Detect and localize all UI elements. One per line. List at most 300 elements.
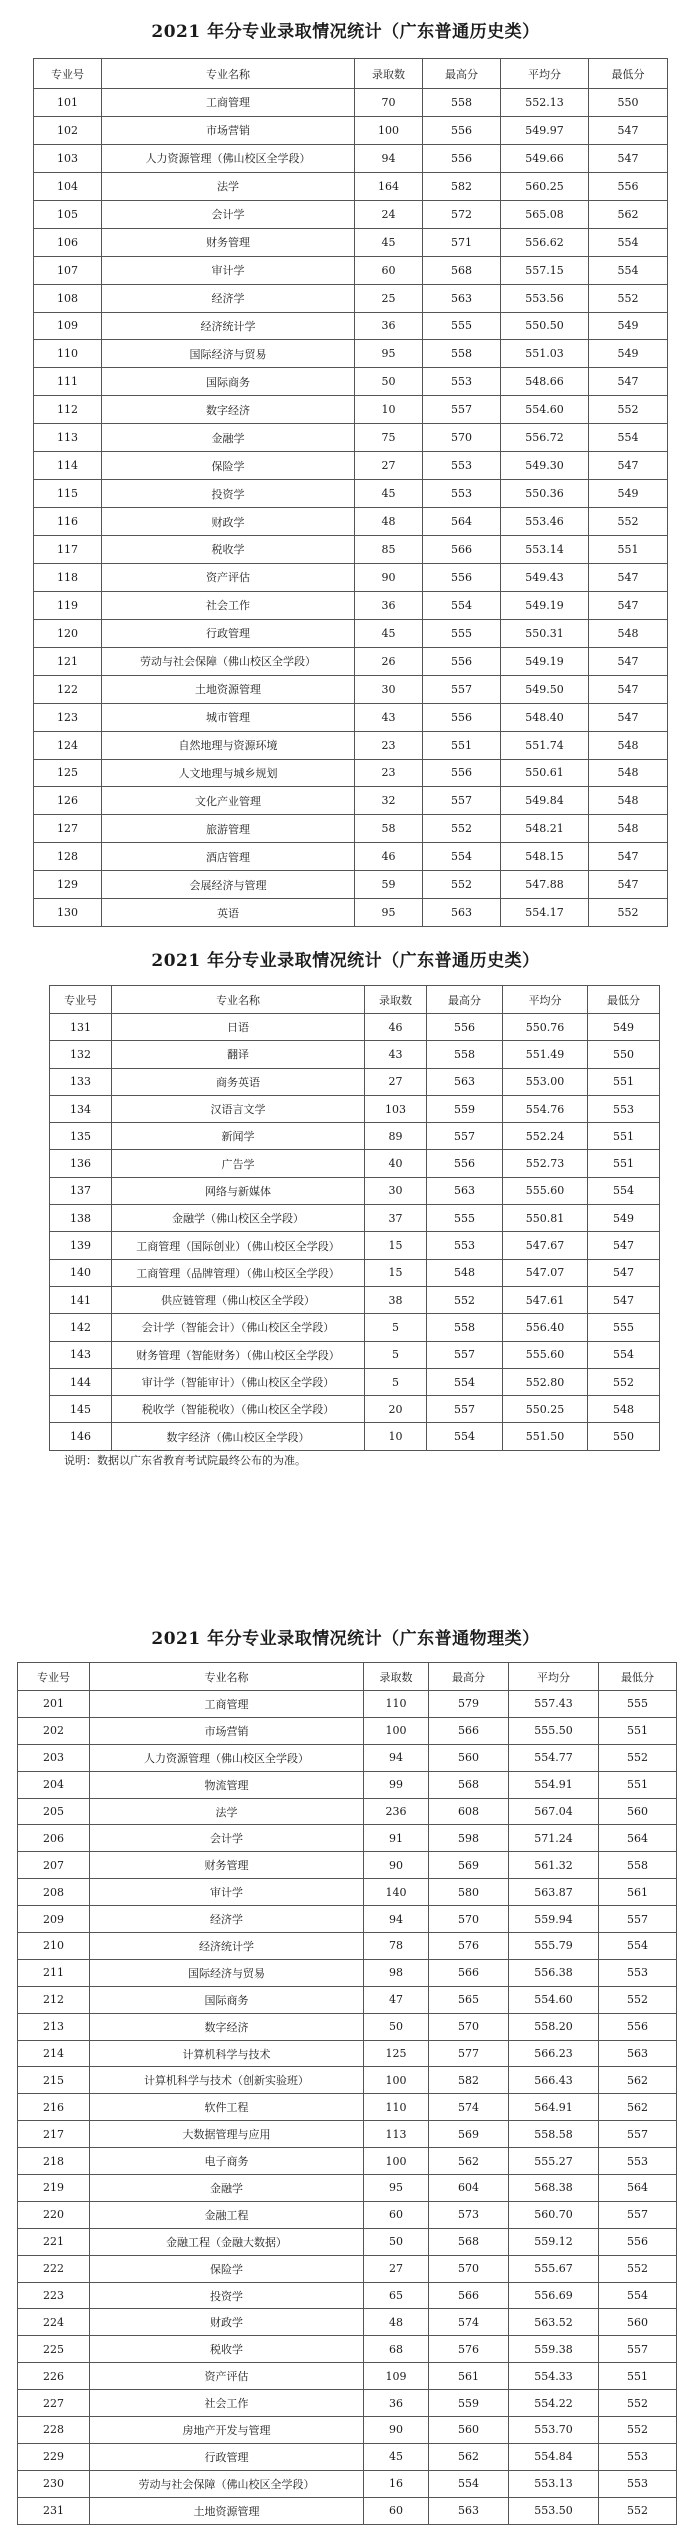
major-code-cell: 119 (34, 591, 102, 619)
max-score-cell: 556 (423, 116, 501, 144)
table-row (18, 2497, 677, 2524)
max-score-cell: 557 (427, 1341, 503, 1368)
table-row (50, 1068, 660, 1095)
avg-score-cell: 561.32 (509, 1852, 599, 1879)
admitted-count-cell: 27 (355, 452, 423, 480)
major-name-cell: 金融工程（金融大数据） (90, 2228, 364, 2255)
major-name-cell: 国际经济与贸易 (102, 340, 355, 368)
column-header: 录取数 (365, 986, 427, 1014)
max-score-cell: 563 (423, 899, 501, 927)
min-score-cell: 548 (588, 1396, 660, 1423)
admitted-count-cell: 5 (365, 1341, 427, 1368)
avg-score-cell: 566.23 (509, 2040, 599, 2067)
avg-score-cell: 552.13 (501, 89, 589, 117)
table-row (34, 815, 668, 843)
table-title: 2021 年分专业录取情况统计（广东普通历史类） (151, 22, 540, 42)
max-score-cell: 554 (423, 591, 501, 619)
admitted-count-cell: 99 (364, 1771, 429, 1798)
min-score-cell: 562 (599, 2067, 677, 2094)
column-header: 最低分 (588, 986, 660, 1014)
admitted-count-cell: 60 (364, 2497, 429, 2524)
admitted-count-cell: 23 (355, 731, 423, 759)
max-score-cell: 553 (423, 452, 501, 480)
admitted-count-cell: 24 (355, 200, 423, 228)
table-row (18, 2470, 677, 2497)
max-score-cell: 556 (423, 759, 501, 787)
max-score-cell: 558 (427, 1314, 503, 1341)
table-row (50, 1150, 660, 1177)
max-score-cell: 556 (427, 1150, 503, 1177)
max-score-cell: 568 (429, 2228, 509, 2255)
table-row (50, 1423, 660, 1450)
admitted-count-cell: 85 (355, 536, 423, 564)
admitted-count-cell: 94 (364, 1744, 429, 1771)
min-score-cell: 554 (599, 2282, 677, 2309)
major-code-cell: 116 (34, 508, 102, 536)
major-name-cell: 网络与新媒体 (112, 1177, 365, 1204)
major-code-cell: 205 (18, 1798, 90, 1825)
avg-score-cell: 556.72 (501, 424, 589, 452)
admitted-count-cell: 94 (355, 144, 423, 172)
major-code-cell: 137 (50, 1177, 112, 1204)
table-row (18, 2390, 677, 2417)
avg-score-cell: 549.97 (501, 116, 589, 144)
table-row (50, 1286, 660, 1313)
major-name-cell: 计算机科学与技术（创新实验班） (90, 2067, 364, 2094)
min-score-cell: 548 (589, 759, 668, 787)
table-row (18, 2309, 677, 2336)
max-score-cell: 552 (427, 1286, 503, 1313)
admitted-count-cell: 5 (365, 1314, 427, 1341)
table-row (50, 1368, 660, 1395)
major-code-cell: 107 (34, 256, 102, 284)
major-name-cell: 行政管理 (90, 2443, 364, 2470)
admitted-count-cell: 10 (365, 1423, 427, 1450)
major-code-cell: 102 (34, 116, 102, 144)
major-name-cell: 审计学 (90, 1879, 364, 1906)
major-code-cell: 113 (34, 424, 102, 452)
major-name-cell: 经济学 (102, 284, 355, 312)
max-score-cell: 562 (429, 2443, 509, 2470)
avg-score-cell: 551.74 (501, 731, 589, 759)
table-row (18, 2121, 677, 2148)
major-code-cell: 123 (34, 703, 102, 731)
admitted-count-cell: 90 (364, 1852, 429, 1879)
major-name-cell: 英语 (102, 899, 355, 927)
min-score-cell: 553 (599, 1959, 677, 1986)
major-name-cell: 商务英语 (112, 1068, 365, 1095)
avg-score-cell: 548.21 (501, 815, 589, 843)
major-name-cell: 数字经济 (90, 2013, 364, 2040)
min-score-cell: 557 (599, 2201, 677, 2228)
max-score-cell: 573 (429, 2201, 509, 2228)
table-row (18, 1959, 677, 1986)
max-score-cell: 566 (429, 2282, 509, 2309)
admitted-count-cell: 16 (364, 2470, 429, 2497)
avg-score-cell: 564.91 (509, 2094, 599, 2121)
min-score-cell: 552 (599, 2255, 677, 2282)
avg-score-cell: 552.80 (503, 1368, 588, 1395)
table-row (18, 1852, 677, 1879)
major-code-cell: 219 (18, 2175, 90, 2202)
major-code-cell: 224 (18, 2309, 90, 2336)
max-score-cell: 557 (423, 396, 501, 424)
table-row (18, 2417, 677, 2444)
min-score-cell: 552 (589, 284, 668, 312)
avg-score-cell: 559.94 (509, 1906, 599, 1933)
table-row (18, 2013, 677, 2040)
column-header: 最高分 (429, 1663, 509, 1691)
major-code-cell: 228 (18, 2417, 90, 2444)
avg-score-cell: 554.84 (509, 2443, 599, 2470)
min-score-cell: 552 (589, 899, 668, 927)
major-name-cell: 行政管理 (102, 619, 355, 647)
max-score-cell: 563 (429, 2497, 509, 2524)
max-score-cell: 558 (423, 89, 501, 117)
avg-score-cell: 571.24 (509, 1825, 599, 1852)
table-title: 2021 年分专业录取情况统计（广东普通物理类） (151, 1629, 540, 1649)
max-score-cell: 556 (423, 563, 501, 591)
min-score-cell: 547 (589, 843, 668, 871)
max-score-cell: 554 (429, 2470, 509, 2497)
avg-score-cell: 553.70 (509, 2417, 599, 2444)
admitted-count-cell: 45 (355, 480, 423, 508)
max-score-cell: 604 (429, 2175, 509, 2202)
table-row (18, 2228, 677, 2255)
min-score-cell: 551 (599, 1717, 677, 1744)
table-row (18, 2148, 677, 2175)
min-score-cell: 547 (589, 563, 668, 591)
column-header: 专业号 (50, 986, 112, 1014)
admitted-count-cell: 94 (364, 1906, 429, 1933)
min-score-cell: 553 (599, 2443, 677, 2470)
avg-score-cell: 563.52 (509, 2309, 599, 2336)
major-name-cell: 数字经济（佛山校区全学段） (112, 1423, 365, 1450)
min-score-cell: 547 (589, 703, 668, 731)
min-score-cell: 549 (589, 312, 668, 340)
admitted-count-cell: 46 (355, 843, 423, 871)
avg-score-cell: 553.56 (501, 284, 589, 312)
major-name-cell: 金融学 (90, 2175, 364, 2202)
max-score-cell: 574 (429, 2094, 509, 2121)
table-row (34, 424, 668, 452)
min-score-cell: 547 (588, 1286, 660, 1313)
major-code-cell: 220 (18, 2201, 90, 2228)
major-code-cell: 141 (50, 1286, 112, 1313)
avg-score-cell: 555.67 (509, 2255, 599, 2282)
major-name-cell: 新闻学 (112, 1123, 365, 1150)
avg-score-cell: 554.33 (509, 2363, 599, 2390)
table-note: 说明：数据以广东省教育考试院最终公布的为准。 (64, 1454, 306, 1467)
avg-score-cell: 550.50 (501, 312, 589, 340)
major-name-cell: 会展经济与管理 (102, 871, 355, 899)
admitted-count-cell: 100 (355, 116, 423, 144)
max-score-cell: 556 (423, 144, 501, 172)
avg-score-cell: 550.31 (501, 619, 589, 647)
max-score-cell: 574 (429, 2309, 509, 2336)
table-row (34, 619, 668, 647)
max-score-cell: 579 (429, 1691, 509, 1718)
min-score-cell: 549 (589, 340, 668, 368)
max-score-cell: 552 (423, 815, 501, 843)
table-row (18, 2363, 677, 2390)
max-score-cell: 563 (427, 1068, 503, 1095)
min-score-cell: 547 (589, 452, 668, 480)
admitted-count-cell: 60 (355, 256, 423, 284)
major-name-cell: 税收学 (102, 536, 355, 564)
table-row (18, 1717, 677, 1744)
major-name-cell: 财政学 (90, 2309, 364, 2336)
min-score-cell: 551 (588, 1150, 660, 1177)
major-name-cell: 保险学 (102, 452, 355, 480)
admitted-count-cell: 27 (365, 1068, 427, 1095)
avg-score-cell: 550.61 (501, 759, 589, 787)
min-score-cell: 552 (599, 2390, 677, 2417)
avg-score-cell: 554.77 (509, 1744, 599, 1771)
avg-score-cell: 557.15 (501, 256, 589, 284)
avg-score-cell: 549.43 (501, 563, 589, 591)
major-name-cell: 市场营销 (90, 1717, 364, 1744)
avg-score-cell: 556.40 (503, 1314, 588, 1341)
column-header: 专业名称 (102, 59, 355, 89)
table-row (34, 899, 668, 927)
major-name-cell: 劳动与社会保障（佛山校区全学段） (102, 647, 355, 675)
admitted-count-cell: 109 (364, 2363, 429, 2390)
table-row (18, 1771, 677, 1798)
avg-score-cell: 555.50 (509, 1717, 599, 1744)
major-code-cell: 105 (34, 200, 102, 228)
table-row (50, 1396, 660, 1423)
major-code-cell: 214 (18, 2040, 90, 2067)
major-name-cell: 人力资源管理（佛山校区全学段） (102, 144, 355, 172)
table-row (50, 1014, 660, 1041)
table-row (34, 591, 668, 619)
max-score-cell: 566 (429, 1717, 509, 1744)
table-row (34, 843, 668, 871)
major-code-cell: 127 (34, 815, 102, 843)
min-score-cell: 560 (599, 1798, 677, 1825)
admitted-count-cell: 45 (355, 619, 423, 647)
min-score-cell: 557 (599, 2336, 677, 2363)
major-code-cell: 230 (18, 2470, 90, 2497)
admitted-count-cell: 36 (364, 2390, 429, 2417)
min-score-cell: 556 (589, 172, 668, 200)
major-name-cell: 投资学 (90, 2282, 364, 2309)
major-code-cell: 125 (34, 759, 102, 787)
major-name-cell: 软件工程 (90, 2094, 364, 2121)
admitted-count-cell: 15 (365, 1259, 427, 1286)
major-code-cell: 134 (50, 1095, 112, 1122)
admitted-count-cell: 65 (364, 2282, 429, 2309)
table-row (34, 116, 668, 144)
admitted-count-cell: 50 (355, 368, 423, 396)
column-header: 平均分 (501, 59, 589, 89)
table-row (34, 536, 668, 564)
max-score-cell: 565 (429, 1986, 509, 2013)
table-row (18, 2443, 677, 2470)
major-code-cell: 131 (50, 1014, 112, 1041)
avg-score-cell: 549.66 (501, 144, 589, 172)
avg-score-cell: 551.50 (503, 1423, 588, 1450)
table-row (34, 200, 668, 228)
column-header: 专业号 (18, 1663, 90, 1691)
max-score-cell: 558 (423, 340, 501, 368)
admitted-count-cell: 98 (364, 1959, 429, 1986)
avg-score-cell: 554.17 (501, 899, 589, 927)
admission-table-history-2 (49, 985, 660, 1451)
major-name-cell: 旅游管理 (102, 815, 355, 843)
major-code-cell: 103 (34, 144, 102, 172)
admitted-count-cell: 37 (365, 1205, 427, 1232)
avg-score-cell: 552.24 (503, 1123, 588, 1150)
avg-score-cell: 555.79 (509, 1933, 599, 1960)
min-score-cell: 557 (599, 2121, 677, 2148)
table-header-row (18, 1663, 677, 1691)
min-score-cell: 552 (599, 2497, 677, 2524)
min-score-cell: 558 (599, 1852, 677, 1879)
table-row (34, 256, 668, 284)
avg-score-cell: 552.73 (503, 1150, 588, 1177)
major-name-cell: 人力资源管理（佛山校区全学段） (90, 1744, 364, 1771)
major-code-cell: 206 (18, 1825, 90, 1852)
avg-score-cell: 549.84 (501, 787, 589, 815)
admitted-count-cell: 47 (364, 1986, 429, 2013)
min-score-cell: 553 (588, 1095, 660, 1122)
max-score-cell: 553 (423, 480, 501, 508)
admitted-count-cell: 164 (355, 172, 423, 200)
table-row (34, 675, 668, 703)
max-score-cell: 557 (423, 787, 501, 815)
avg-score-cell: 547.67 (503, 1232, 588, 1259)
major-code-cell: 211 (18, 1959, 90, 1986)
table-row (34, 563, 668, 591)
avg-score-cell: 558.20 (509, 2013, 599, 2040)
min-score-cell: 552 (599, 1986, 677, 2013)
admitted-count-cell: 59 (355, 871, 423, 899)
max-score-cell: 560 (429, 2417, 509, 2444)
major-code-cell: 218 (18, 2148, 90, 2175)
avg-score-cell: 560.25 (501, 172, 589, 200)
major-code-cell: 118 (34, 563, 102, 591)
major-code-cell: 216 (18, 2094, 90, 2121)
min-score-cell: 562 (599, 2094, 677, 2121)
avg-score-cell: 550.36 (501, 480, 589, 508)
max-score-cell: 560 (429, 1744, 509, 1771)
min-score-cell: 547 (589, 675, 668, 703)
major-name-cell: 法学 (90, 1798, 364, 1825)
major-name-cell: 劳动与社会保障（佛山校区全学段） (90, 2470, 364, 2497)
admitted-count-cell: 38 (365, 1286, 427, 1313)
avg-score-cell: 549.19 (501, 647, 589, 675)
avg-score-cell: 548.40 (501, 703, 589, 731)
avg-score-cell: 567.04 (509, 1798, 599, 1825)
table-body (34, 89, 668, 927)
max-score-cell: 556 (423, 703, 501, 731)
admitted-count-cell: 46 (365, 1014, 427, 1041)
table-body (18, 1691, 677, 2525)
major-name-cell: 金融学（佛山校区全学段） (112, 1205, 365, 1232)
major-name-cell: 工商管理（品牌管理）（佛山校区全学段） (112, 1259, 365, 1286)
max-score-cell: 559 (429, 2390, 509, 2417)
admitted-count-cell: 58 (355, 815, 423, 843)
major-name-cell: 财务管理 (102, 228, 355, 256)
avg-score-cell: 560.70 (509, 2201, 599, 2228)
admitted-count-cell: 95 (355, 340, 423, 368)
major-name-cell: 经济学 (90, 1906, 364, 1933)
min-score-cell: 554 (588, 1177, 660, 1204)
major-name-cell: 人文地理与城乡规划 (102, 759, 355, 787)
major-code-cell: 208 (18, 1879, 90, 1906)
major-code-cell: 146 (50, 1423, 112, 1450)
table-header-row (34, 59, 668, 89)
major-code-cell: 209 (18, 1906, 90, 1933)
major-name-cell: 投资学 (102, 480, 355, 508)
table-row (18, 2255, 677, 2282)
major-code-cell: 142 (50, 1314, 112, 1341)
admitted-count-cell: 30 (355, 675, 423, 703)
min-score-cell: 549 (588, 1205, 660, 1232)
avg-score-cell: 549.19 (501, 591, 589, 619)
major-code-cell: 139 (50, 1232, 112, 1259)
max-score-cell: 563 (427, 1177, 503, 1204)
avg-score-cell: 553.46 (501, 508, 589, 536)
min-score-cell: 551 (588, 1068, 660, 1095)
table-row (34, 452, 668, 480)
min-score-cell: 553 (599, 2148, 677, 2175)
avg-score-cell: 556.38 (509, 1959, 599, 1986)
avg-score-cell: 554.22 (509, 2390, 599, 2417)
major-code-cell: 133 (50, 1068, 112, 1095)
admitted-count-cell: 23 (355, 759, 423, 787)
admission-table-history-1 (33, 58, 668, 927)
major-name-cell: 资产评估 (102, 563, 355, 591)
admitted-count-cell: 40 (365, 1150, 427, 1177)
major-code-cell: 143 (50, 1341, 112, 1368)
table-row (34, 312, 668, 340)
avg-score-cell: 549.50 (501, 675, 589, 703)
table-row (34, 144, 668, 172)
max-score-cell: 555 (427, 1205, 503, 1232)
max-score-cell: 556 (423, 647, 501, 675)
admitted-count-cell: 113 (364, 2121, 429, 2148)
major-code-cell: 212 (18, 1986, 90, 2013)
avg-score-cell: 548.66 (501, 368, 589, 396)
major-name-cell: 市场营销 (102, 116, 355, 144)
major-code-cell: 114 (34, 452, 102, 480)
table-row (18, 1691, 677, 1718)
major-code-cell: 111 (34, 368, 102, 396)
max-score-cell: 566 (429, 1959, 509, 1986)
major-name-cell: 房地产开发与管理 (90, 2417, 364, 2444)
max-score-cell: 548 (427, 1259, 503, 1286)
table-title: 2021 年分专业录取情况统计（广东普通历史类） (151, 951, 540, 971)
admitted-count-cell: 100 (364, 2148, 429, 2175)
major-code-cell: 217 (18, 2121, 90, 2148)
major-name-cell: 会计学（智能会计）（佛山校区全学段） (112, 1314, 365, 1341)
major-name-cell: 翻译 (112, 1041, 365, 1068)
max-score-cell: 557 (427, 1123, 503, 1150)
table-row (50, 1095, 660, 1122)
table-row (18, 1879, 677, 1906)
major-code-cell: 106 (34, 228, 102, 256)
major-name-cell: 城市管理 (102, 703, 355, 731)
table-row (50, 1341, 660, 1368)
major-code-cell: 226 (18, 2363, 90, 2390)
major-code-cell: 229 (18, 2443, 90, 2470)
major-code-cell: 115 (34, 480, 102, 508)
table-row (18, 2175, 677, 2202)
min-score-cell: 552 (589, 508, 668, 536)
